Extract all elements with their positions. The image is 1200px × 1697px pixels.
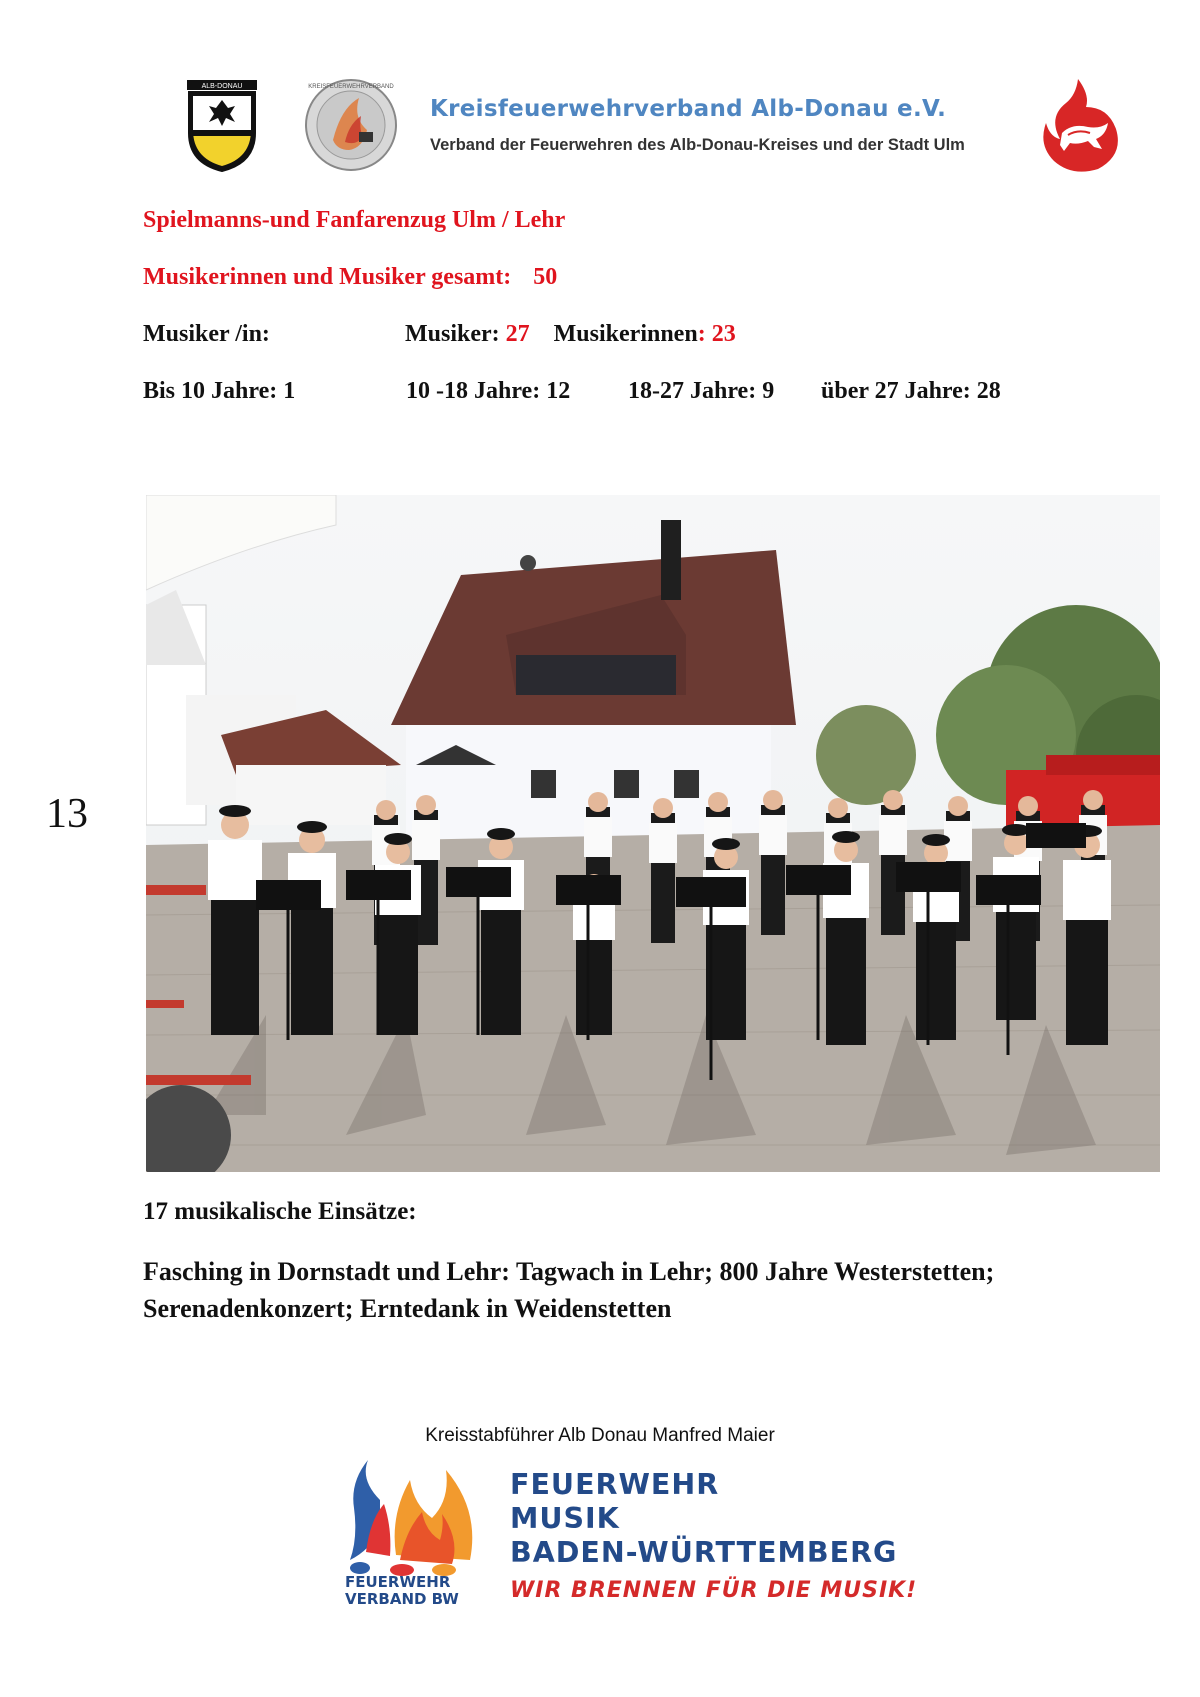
verband-line-2: VERBAND BW <box>345 1590 459 1608</box>
footer-note: Kreisstabführer Alb Donau Manfred Maier <box>425 1425 775 1446</box>
total-label: Musikerinnen und Musiker gesamt: <box>143 264 512 290</box>
association-medal-logo <box>301 78 402 173</box>
age-group-2: 10 -18 Jahre: 12 <box>406 378 571 404</box>
fw-musik-line-2: MUSIK <box>510 1502 620 1535</box>
header-subtitle: Verband der Feuerwehren des Alb-Donau-Kreises und der Stadt Ulm <box>430 136 965 154</box>
age-group-4: über 27 Jahre: 28 <box>821 378 1001 404</box>
gender-breakdown <box>405 321 736 348</box>
coat-of-arms-label: ALB-DONAU <box>201 83 243 90</box>
header-title: Kreisfeuerwehrverband Alb-Donau e.V. <box>430 96 947 122</box>
verband-line-1: FEUERWEHR <box>345 1573 451 1591</box>
female-colon: : <box>697 321 706 347</box>
activities-line-1: Fasching in Dornstadt und Lehr: Tagwach in Lehr; 800 Jahre Westerstetten; <box>143 1257 995 1286</box>
page-number: 13 <box>46 791 88 837</box>
male-label: Musiker: <box>405 321 500 347</box>
male-value: 27 <box>505 321 530 347</box>
fire-lion-logo <box>1038 77 1125 173</box>
band-group-photo <box>146 495 1160 1172</box>
medal-label: KREISFEUERWEHRVERBAND <box>308 84 394 90</box>
musiker-label: Musiker /in: <box>143 321 270 347</box>
age-group-3: 18-27 Jahre: 9 <box>628 378 775 404</box>
total-members <box>143 264 557 291</box>
slogan: WIR BRENNEN FÜR DIE MUSIK! <box>510 1578 918 1603</box>
total-value: 50 <box>533 264 558 290</box>
activities-line-2: Serenadenkonzert; Erntedank in Weidenstetten <box>143 1294 672 1323</box>
fw-musik-line-1: FEUERWEHR <box>510 1468 720 1501</box>
activities-count: 17 musikalische Einsätze: <box>143 1198 417 1225</box>
band-name: Spielmanns-und Fanfarenzug Ulm / Lehr <box>143 207 566 233</box>
coat-of-arms-logo <box>183 78 261 173</box>
fw-musik-line-3: BADEN-WÜRTTEMBERG <box>510 1536 898 1569</box>
female-label: Musikerinnen <box>553 321 698 347</box>
age-group-1: Bis 10 Jahre: 1 <box>143 378 296 404</box>
female-value: 23 <box>711 321 736 347</box>
